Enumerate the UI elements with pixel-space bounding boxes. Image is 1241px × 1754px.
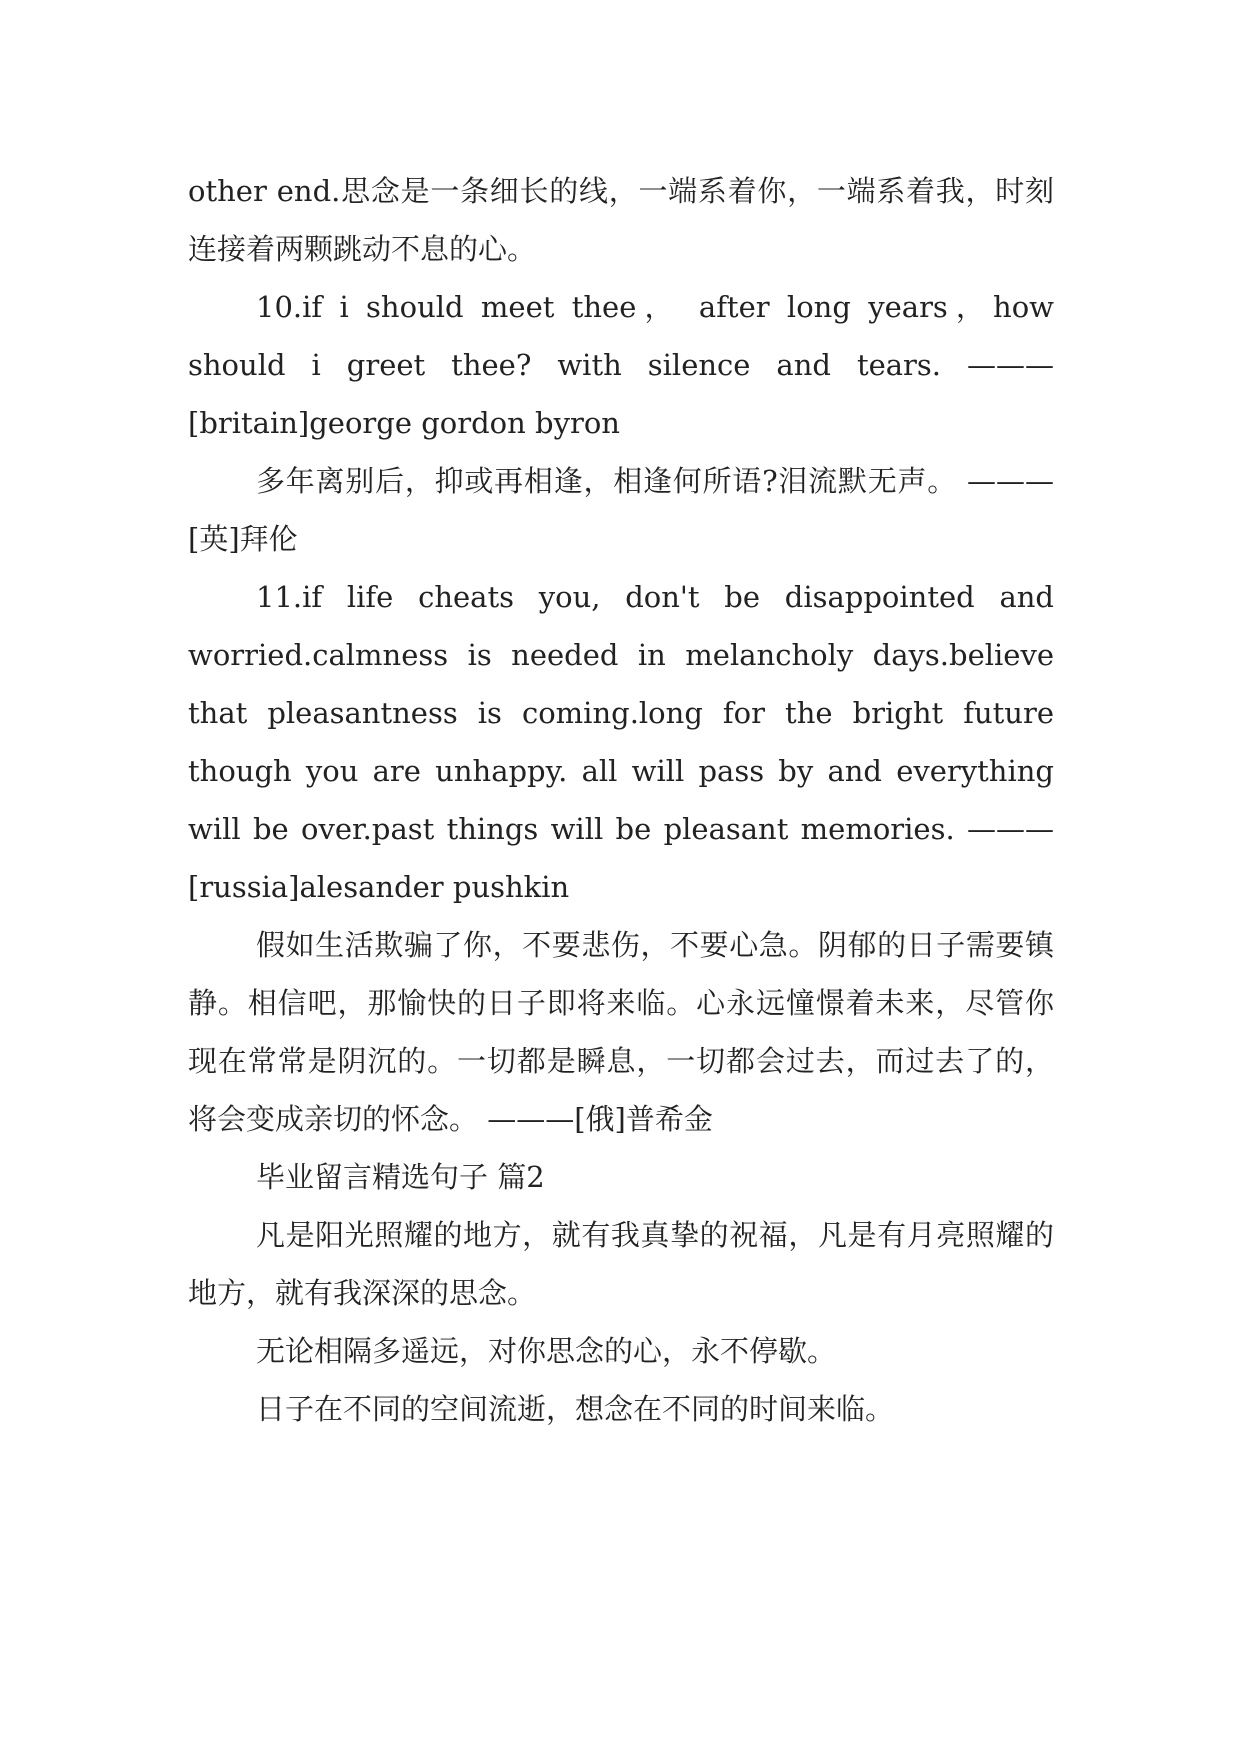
paragraph-continuation: other end.思念是一条细长的线，一端系着你，一端系着我，时刻连接着两颗跳动不息的心。 [188, 174, 1054, 266]
quote-10-chinese: 多年离别后，抑或再相逢，相逢何所语?泪流默无声。 ———[英]拜伦 [188, 464, 1054, 556]
document-body [188, 162, 1054, 1438]
message-paragraph: 日子在不同的空间流逝，想念在不同的时间来临。 [256, 1392, 895, 1426]
section-heading: 毕业留言精选句子 篇2 [256, 1160, 545, 1194]
message-paragraph: 凡是阳光照耀的地方，就有我真挚的祝福，凡是有月亮照耀的地方，就有我深深的思念。 [188, 1218, 1054, 1310]
quote-10-english: 10.if i should meet thee， after long years，how should i greet thee? with silence and tears. ———[britain]george gordon byron [188, 290, 1054, 440]
message-paragraph: 无论相隔多遥远，对你思念的心，永不停歇。 [256, 1334, 837, 1368]
quote-11-chinese: 假如生活欺骗了你，不要悲伤，不要心急。阴郁的日子需要镇静。相信吧，那愉快的日子即将来临。心永远憧憬着未来，尽管你现在常常是阴沉的。一切都是瞬息，一切都会过去，而过去了的，将会变成亲切的怀念。 ———[俄]普希金 [188, 928, 1054, 1136]
quote-11-english: 11.if life cheats you, don't be disappointed and worried.calmness is needed in melancholy days.believe that pleasantness is coming.long for the bright future though you are unhappy. all will pass by and everything will be over.past things will be pleasant memories. ———[russia]alesander pushkin [188, 580, 1054, 904]
